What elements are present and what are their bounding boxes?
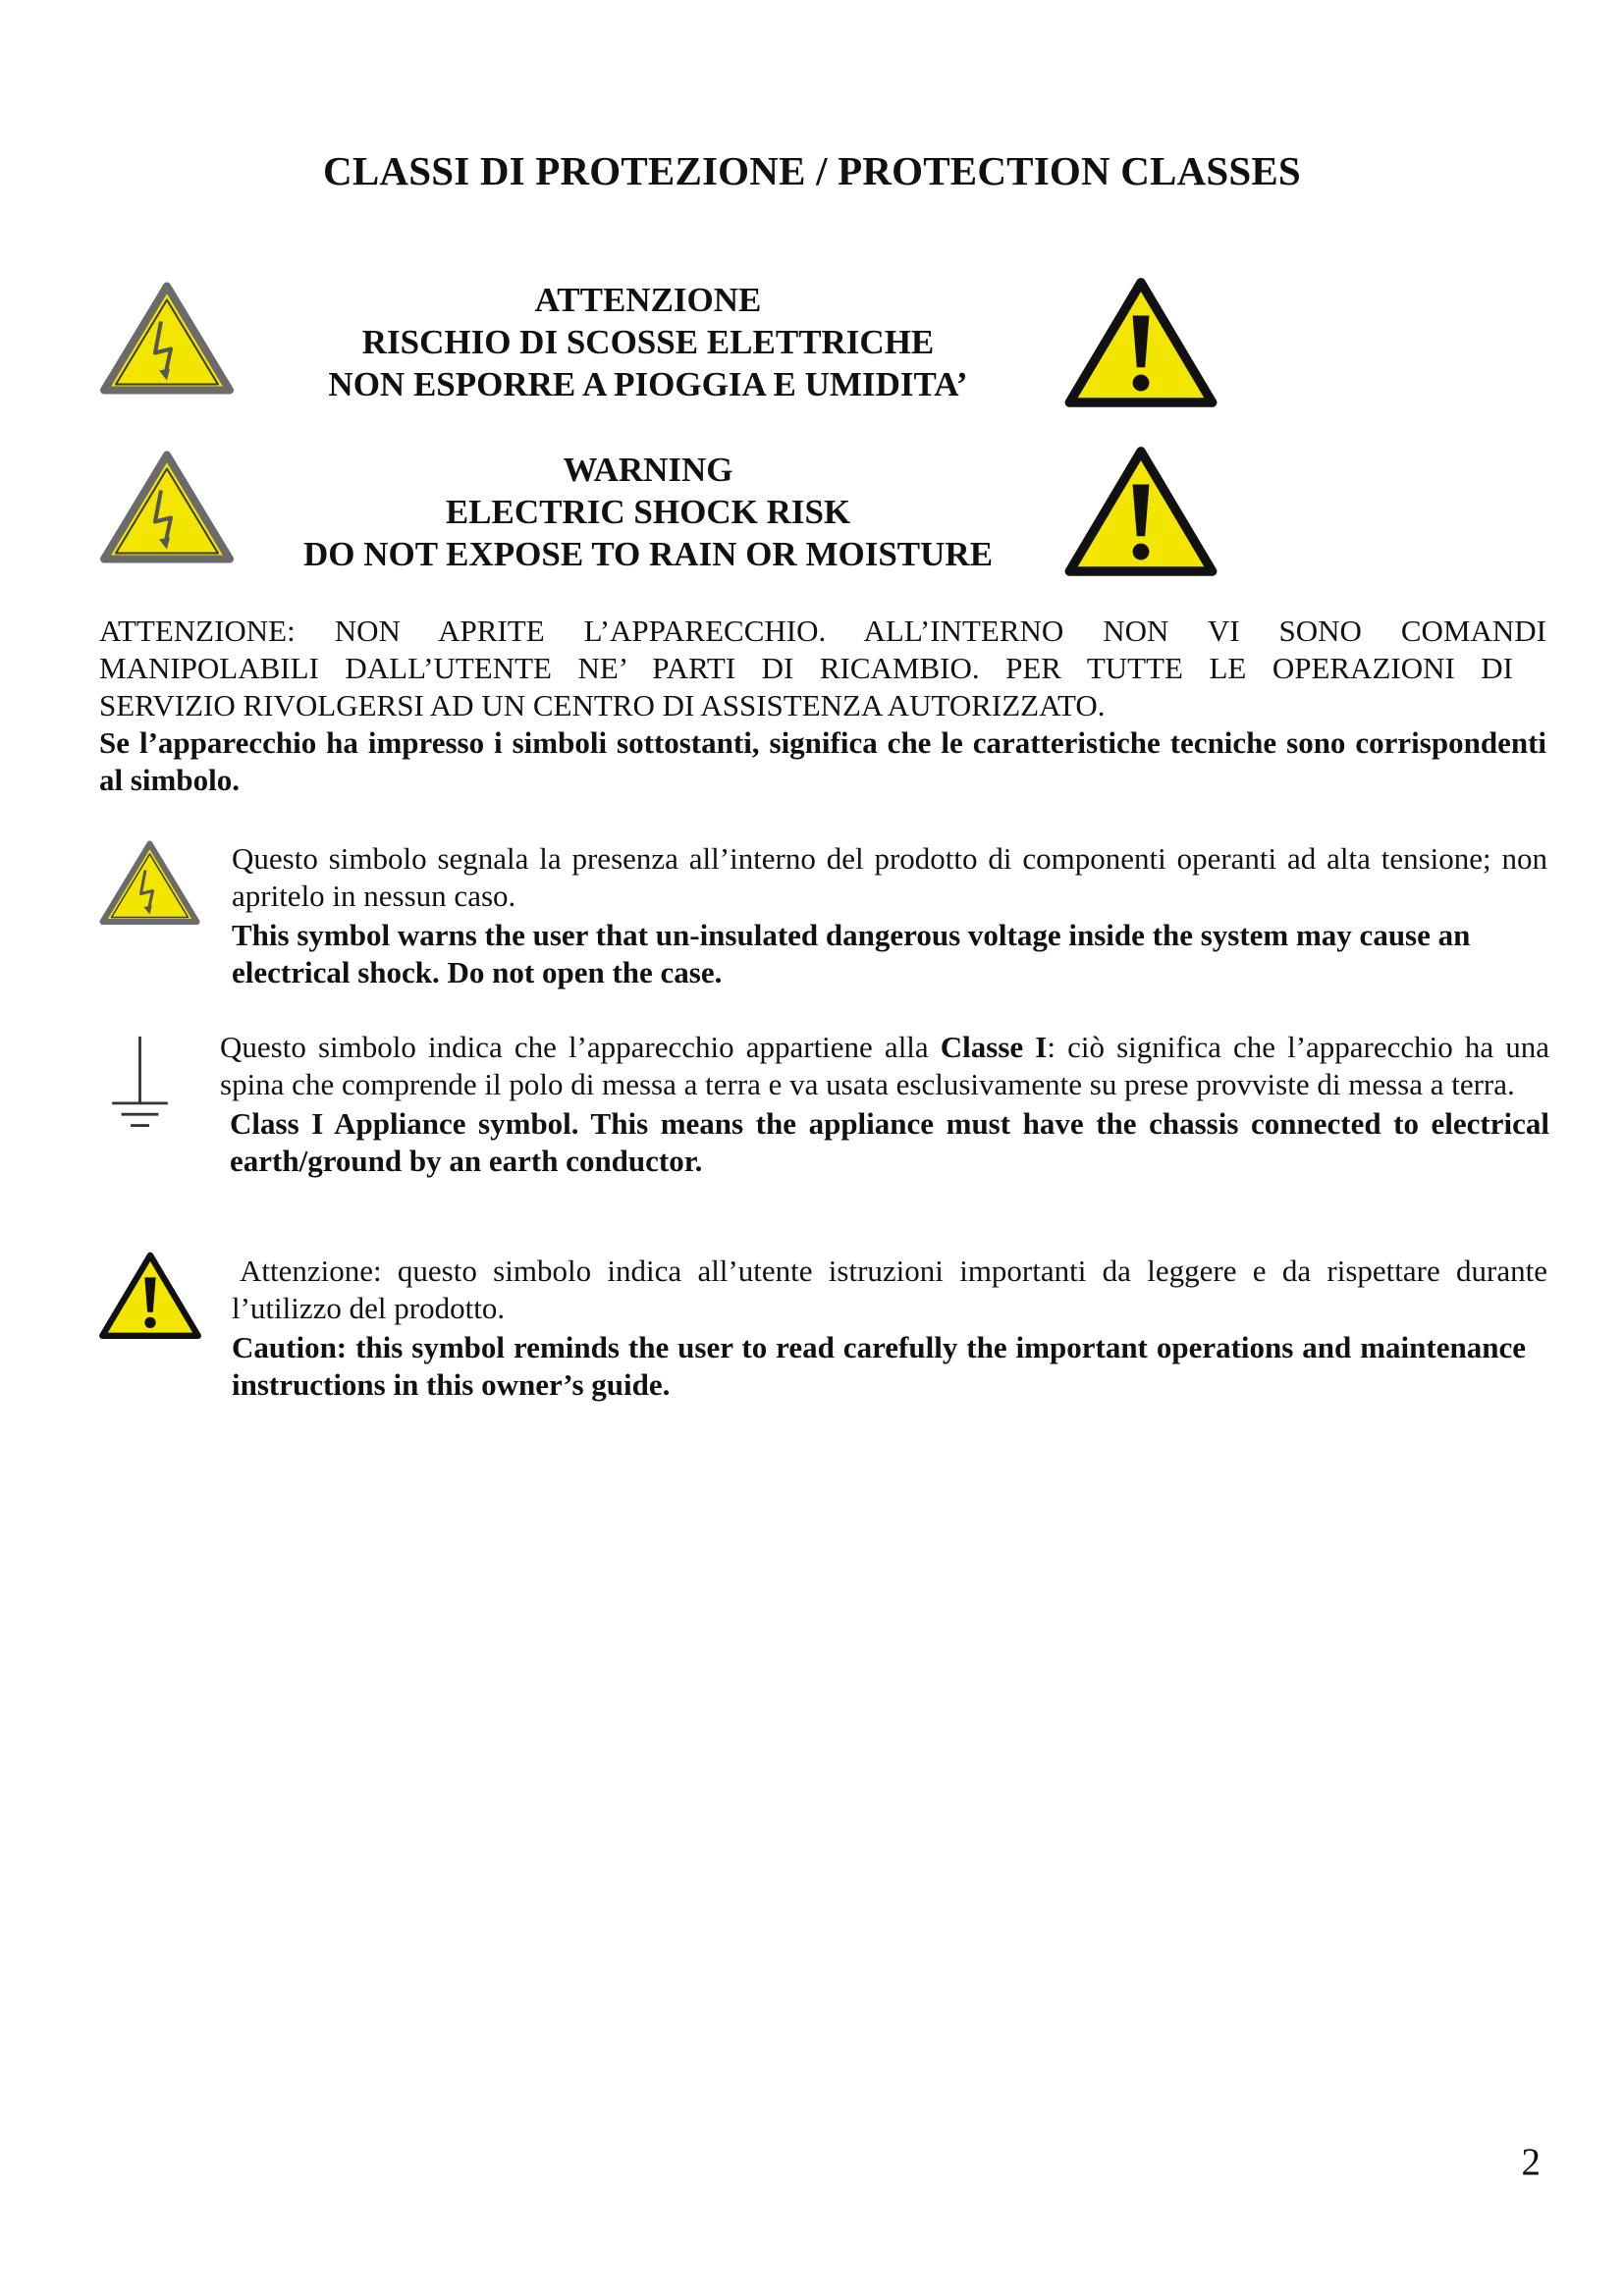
lightning-warning-icon	[98, 447, 236, 569]
earth-ground-icon	[98, 1026, 182, 1144]
symbol-earth-it-before: Questo simbolo indica che l’apparecchio appartiene alla	[220, 1030, 941, 1064]
warning-block-it	[265, 279, 1031, 405]
notice-line1: ATTENZIONE: NON APRITE L’APPARECCHIO. ALL’INTERNO NON VI SONO COMANDI	[99, 614, 1546, 648]
warning-it-line3: NON ESPORRE A PIOGGIA E UMIDITA’	[328, 365, 968, 403]
exclamation-warning-icon	[1063, 444, 1218, 581]
notice-bold-text: Se l’apparecchio ha impresso i simboli sottostanti, significa che le caratteristiche tecniche sono corrispondenti al simbolo.	[99, 725, 1546, 797]
exclamation-warning-icon	[98, 1250, 202, 1343]
symbol-earth-it	[220, 1029, 1549, 1103]
symbol-earth-it-after: : ciò significa che l’apparecchio ha una spina che comprende il polo di messa a terra e va usata esclusivamente su prese provviste di messa a terra.	[220, 1030, 1549, 1101]
exclamation-warning-icon	[1063, 275, 1218, 412]
warning-en-line3: DO NOT EXPOSE TO RAIN OR MOISTURE	[302, 535, 994, 573]
symbol-earth-it-strong: Classe I	[940, 1030, 1048, 1064]
symbol-voltage-en: This symbol warns the user that un-insulated dangerous voltage inside the system may cause an electrical shock. Do not open the case.	[232, 918, 1471, 989]
warning-block-en	[265, 449, 1031, 575]
warning-it-line2: RISCHIO DI SCOSSE ELETTRICHE	[361, 323, 935, 361]
symbol-caution-en: Caution: this symbol reminds the user to read carefully the important operations and maintenance instructions in this owner’s guide.	[232, 1330, 1526, 1402]
lightning-warning-icon	[98, 278, 236, 400]
symbol-voltage-description	[232, 840, 1547, 991]
warning-en-line2: ELECTRIC SHOCK RISK	[445, 493, 851, 531]
symbol-caution-description	[232, 1253, 1547, 1404]
notice-paragraph	[99, 613, 1546, 799]
warning-en-line1: WARNING	[563, 451, 733, 489]
symbol-caution-it: Attenzione: questo simbolo indica all’utente istruzioni importanti da leggere e da rispettare durante l’utilizzo del prodotto.	[232, 1254, 1547, 1325]
symbol-earth-description	[220, 1029, 1549, 1180]
symbol-earth-en: Class I Appliance symbol. This means the appliance must have the chassis connected to electrical earth/ground by an earth conductor.	[230, 1106, 1549, 1178]
page-number: 2	[1521, 2141, 1541, 2183]
lightning-warning-icon	[98, 836, 201, 931]
page-title: CLASSI DI PROTEZIONE / PROTECTION CLASSES	[323, 148, 1301, 193]
symbol-voltage-it: Questo simbolo segnala la presenza all’interno del prodotto di componenti operanti ad alta tensione; non apritelo in nessun caso.	[232, 841, 1547, 913]
warning-it-line1: ATTENZIONE	[534, 281, 762, 319]
notice-line3: SERVIZIO RIVOLGERSI AD UN CENTRO DI ASSISTENZA AUTORIZZATO.	[99, 688, 1106, 722]
notice-line2: MANIPOLABILI DALL’UTENTE NE’ PARTI DI RICAMBIO. PER TUTTE LE OPERAZIONI DI	[99, 651, 1513, 685]
